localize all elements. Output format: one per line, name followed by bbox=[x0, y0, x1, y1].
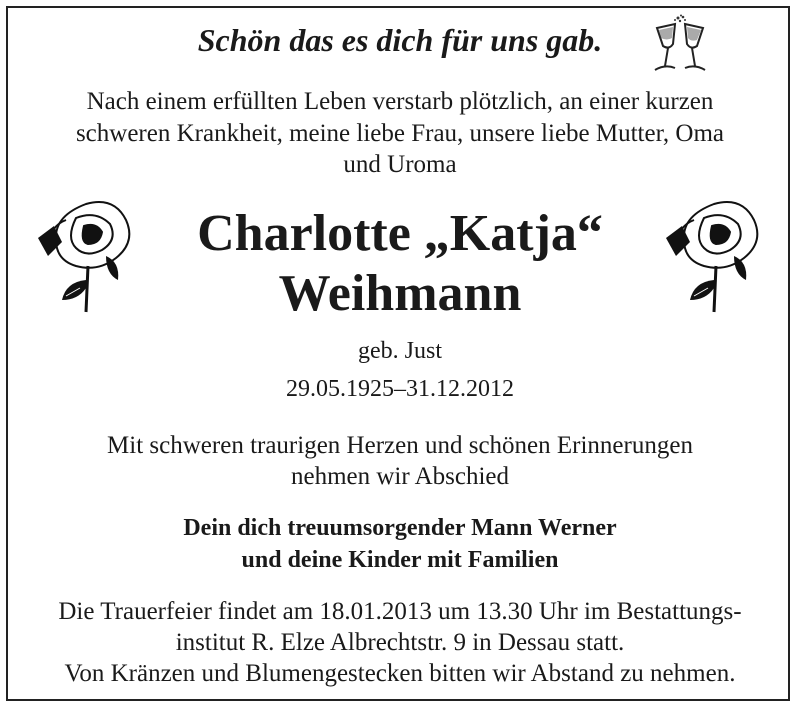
farewell-line-2: nehmen wir Abschied bbox=[290, 463, 509, 490]
family-line-1: Dein dich treuumsorgender Mann Werner bbox=[183, 515, 617, 541]
intro-line-2: schweren Krankheit, meine liebe Frau, unsere liebe Mutter, Oma bbox=[75, 120, 725, 147]
deceased-name-line-2: Weihmann bbox=[278, 265, 522, 322]
ceremony-line-2: institut R. Elze Albrechtstr. 9 in Dessau statt. bbox=[175, 629, 625, 656]
farewell-line-1: Mit schweren traurigen Herzen und schönen Erinnerungen bbox=[107, 432, 693, 459]
life-dates: 29.05.1925–31.12.2012 bbox=[286, 376, 514, 402]
deceased-name-line-1: Charlotte „Katja“ bbox=[197, 205, 603, 262]
ceremony-line-1: Die Trauerfeier findet am 18.01.2013 um 13.30 Uhr im Bestattungs- bbox=[58, 598, 742, 625]
motto-heading: Schön das es dich für uns gab. bbox=[197, 22, 603, 58]
intro-line-3: und Uroma bbox=[343, 151, 457, 178]
intro-line-1: Nach einem erfüllten Leben verstarb plötzlich, an einer kurzen bbox=[86, 88, 714, 115]
birth-name: geb. Just bbox=[358, 338, 442, 364]
family-line-2: und deine Kinder mit Familien bbox=[241, 547, 559, 573]
champagne-glasses-icon bbox=[645, 14, 715, 80]
ceremony-line-3: Von Kränzen und Blumengestecken bitten wir Abstand zu nehmen. bbox=[64, 660, 736, 687]
